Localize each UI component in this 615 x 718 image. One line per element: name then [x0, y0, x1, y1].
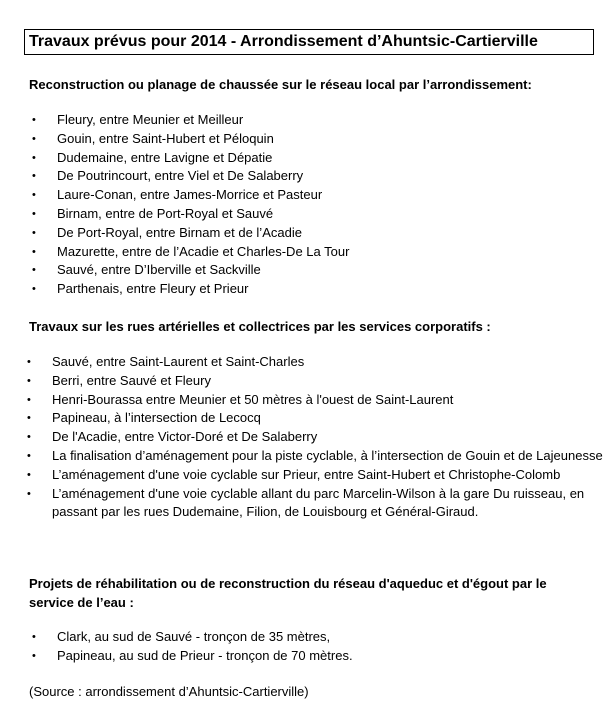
document-title: Travaux prévus pour 2014 - Arrondissement d’Ahuntsic-Cartierville: [24, 29, 594, 55]
bullet-icon: •: [27, 412, 31, 425]
list-item: • Parthenais, entre Fleury et Prieur: [57, 280, 349, 299]
bullet-icon: •: [27, 468, 31, 481]
bullet-icon: •: [32, 649, 36, 662]
bullet-icon: •: [32, 132, 36, 145]
list-item: • Sauvé, entre Saint-Laurent et Saint-Charles: [52, 353, 604, 372]
bullet-icon: •: [32, 151, 36, 164]
list-item: • Berri, entre Sauvé et Fleury: [52, 372, 604, 391]
bullet-icon: •: [32, 245, 36, 258]
bullet-icon: •: [32, 264, 36, 277]
bullet-icon: •: [32, 226, 36, 239]
list-item: • Birnam, entre de Port-Royal et Sauvé: [57, 205, 349, 224]
bullet-icon: •: [32, 631, 36, 643]
list-item: • Sauvé, entre D’Iberville et Sackville: [57, 261, 349, 280]
list-item: • L’aménagement d'une voie cyclable sur Prieur, entre Saint-Hubert et Christophe-Colomb: [52, 466, 604, 485]
list-item: • Clark, au sud de Sauvé - tronçon de 35 mètres,: [57, 628, 353, 647]
list-item: • L’aménagement d'une voie cyclable allant du parc Marcelin-Wilson à la gare Du ruisseau, en passant par les rues Dudemaine, Filion, de Louisbourg et Général-Giraud.: [27, 485, 585, 520]
bullet-icon: •: [27, 431, 31, 444]
bullet-icon: •: [27, 449, 31, 462]
bullet-icon: •: [27, 487, 31, 500]
list-item: • La finalisation d’aménagement pour la piste cyclable, à l’intersection de Gouin et de Lajeunesse: [52, 447, 604, 466]
section-heading-water-network: Projets de réhabilitation ou de reconstruction du réseau d'aqueduc et d'égout par le service de l’eau :: [29, 576, 547, 610]
bullet-icon: •: [32, 189, 36, 202]
bullet-icon: •: [27, 374, 31, 387]
list-item: • Mazurette, entre de l’Acadie et Charles-De La Tour: [57, 243, 349, 262]
list-item: • Gouin, entre Saint-Hubert et Péloquin: [57, 130, 349, 149]
arterial-works-list: [27, 353, 604, 522]
list-item: • Papineau, à l’intersection de Lecocq: [52, 409, 604, 428]
bullet-icon: •: [32, 114, 36, 126]
list-item: • Dudemaine, entre Lavigne et Dépatie: [57, 149, 349, 168]
water-network-list: [32, 628, 353, 666]
bullet-icon: •: [27, 393, 31, 406]
section-heading-road-reconstruction: Reconstruction ou planage de chaussée sur le réseau local par l’arrondissement:: [29, 77, 532, 92]
road-reconstruction-list: [32, 111, 350, 299]
list-item: • De Poutrincourt, entre Viel et De Salaberry: [57, 167, 349, 186]
list-item: • De Port-Royal, entre Birnam et de l’Acadie: [57, 224, 349, 243]
list-item: • Henri-Bourassa entre Meunier et 50 mètres à l'ouest de Saint-Laurent: [52, 391, 604, 410]
list-item: • Papineau, au sud de Prieur - tronçon de 70 mètres.: [57, 647, 353, 666]
list-item: • De l'Acadie, entre Victor-Doré et De Salaberry: [52, 428, 604, 447]
bullet-icon: •: [27, 356, 31, 368]
section-heading-arterial-works: Travaux sur les rues artérielles et collectrices par les services corporatifs :: [29, 319, 491, 334]
list-item: • Laure-Conan, entre James-Morrice et Pasteur: [57, 186, 349, 205]
list-item: • Fleury, entre Meunier et Meilleur: [57, 111, 349, 130]
bullet-icon: •: [32, 170, 36, 183]
bullet-icon: •: [32, 283, 36, 296]
bullet-icon: •: [32, 207, 36, 220]
source-note: (Source : arrondissement d’Ahuntsic-Cartierville): [29, 684, 309, 699]
